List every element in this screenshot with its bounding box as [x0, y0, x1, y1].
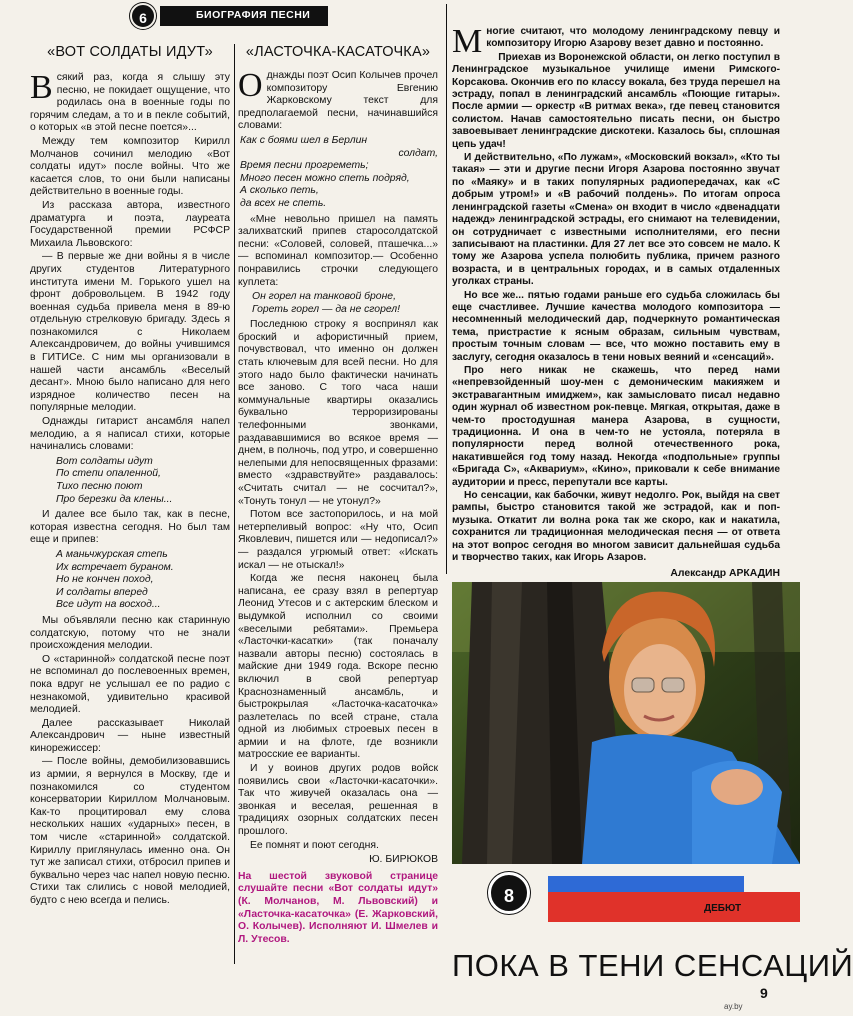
paragraph: Потом все застопорилось, и на мой нетерпеливый вопрос: «Ну что, Осип Яковлевич, пишется или — недописал?» — раздался угрюмый ответ: «Искать искал — не отыскал!» [238, 509, 438, 571]
verse: Он горел на танковой броне, Гореть горел — да не сгорел! [252, 291, 401, 315]
paragraph: Между тем композитор Кирилл Молчанов сочинил мелодию «Вот солдаты идут» после войны. Что же касается слов, то они были написаны действительно в военные годы. [30, 135, 230, 198]
paragraph: Из рассказа автора, известного драматурга и поэта, лауреата Государственной премии РСФСР Михаила Львовского: [30, 199, 230, 249]
paragraph: — После войны, демобилизовавшись из армии, я вернулся в Москву, где и познакомился со студентом консерватории Кириллом Молчановым. Как-то процитировал ему слова нескольких наших «ударных» песен, в том числе «старинной» солдатской. Кириллу приглянулась именно она. Он тут же записал стихи, отбросил припев и буквально через час напел новую песню. Стихи так слились с новой мелодией, будто с нею всегда и пелись. [30, 756, 230, 906]
column-divider [234, 44, 235, 964]
debut-headline: ПОКА В ТЕНИ СЕНСАЦИЙ [452, 948, 853, 983]
paragraph: Однажды гитарист ансамбля напел мелодию, а я написал стихи, которые начинались словами: [30, 416, 230, 453]
column-divider [446, 4, 447, 574]
paragraph: И у воинов других родов войск появились свои «Ласточки-касаточки». Так что живучей оказалась она — звонкая и веселая, решенная в традициях озорных солдатских песен прошлого. [238, 763, 438, 838]
paragraph: Приехав из Воронежской области, он легко поступил в Ленинградское музыкальное училище имени Римского-Корсакова. Окончив его по классу вокала, без труда перешел на эстраду, попал в ленинградский ансамбль «Поющие гитары». После армии — оркестр «В ритмах века», где певец становится солистом. Начав самостоятельно писать песни, он быстро завоевывает ленинградские дискотеки. Казалось бы, сплошная цепь удач! [452, 51, 780, 150]
watermark: ay.by [724, 1002, 743, 1011]
page-number: 9 [760, 985, 768, 1001]
paragraph: О «старинной» солдатской песне поэт не вспоминал до послевоенных времен, пока вдруг не услышал ее по радио с незнакомой, удивительно красивой мелодией. [30, 653, 230, 716]
dropcap: М [452, 23, 483, 60]
paragraph: И далее все было так, как в песне, которая известна сегодня. Но был там еще и припев: [30, 509, 230, 546]
paragraph: Многие считают, что молодому ленинградскому певцу и композитору Игорю Азарову везет давно и постоянно. [452, 23, 780, 60]
paragraph: «Мне невольно пришел на память залихватский припев старосолдатской песни: «Соловей, соловей, пташечка...» — вспоминал композитор.— Особенно понравились строчки следующего куплета: [238, 213, 438, 288]
audio-page-badge: 8 [488, 872, 530, 914]
dropcap: О [238, 67, 263, 104]
paragraph: Но сенсации, как бабочки, живут недолго. Рок, выйдя на свет рампы, быстро становится такой же эстрадой, как и поп-музыка. Откатит ли волна рока так же скоро, как и накатила, сохранится ли традиционная мелодическая песня — от ответа на этот вопрос сегодня во многом зависит дальнейшая судьба и творчество таких, как Игорь Азаров. [452, 490, 780, 564]
paragraph: Всякий раз, когда я слышу эту песню, не покидает ощущение, что родилась она в военные годы по горячим следам, а то и в пекле событий, о которых «в этой песне поется»... [30, 69, 230, 134]
paragraph: И действительно, «По лужам», «Московский вокзал», «Кто ты такая» — эти и другие песни Игоря Азарова постоянно звучат по «Маяку» и в таких популярных радиопередачах, как «С добрым утром!» и «В рабочий полдень». По итогам опроса ленинградской газеты «Смена» он входит в число «двенадцати надежд» ленинградской эстрады, его снимают на телевидении, он сотрудничает с известными исполнителями, его песни записывают на пластинки. Для 27 лет все это совсем не мало. К тому же Азарова успела полюбить публика, причем разного возраста, и в центральных городах, и в самых отдаленных уголках страны. [452, 152, 780, 288]
author-byline: Ю. БИРЮКОВ [369, 854, 438, 866]
singer-photo [452, 582, 800, 864]
article-title-1: «ВОТ СОЛДАТЫ ИДУТ» [47, 44, 213, 60]
page-badge: 6 [130, 3, 156, 29]
article-body-2 [238, 67, 438, 946]
article-body-3 [452, 23, 780, 581]
verse: Как с боями шел в Берлин солдат, Время песни прогреметь; Много песен можно спеть подряд, А сколько петь, да всех не спеть. [240, 134, 438, 209]
verse: Вот солдаты идут По степи опаленной, Тихо песню поют Про березки да клены... [56, 455, 173, 505]
paragraph: Последнюю строку я воспринял как броский и афористичный прием, почувствовал, что именно он должен стать ключевым для всей песни. Но для этого надо было фактически начинать все заново. С того часа наши коммунальные квартиры оказались буквально терроризированы телефонными звонками, раздававшимися во всякое время — днем, в полночь, под утро, и совершенно нелепыми для непосвященных фразами: вместо «здравствуйте» раздавалось: «Считать считал — не сосчитал?», «Тонуть тонул — не утонул?» [238, 319, 438, 507]
paragraph: Далее рассказывает Николай Александрович — ныне известный кинорежиссер: [30, 717, 230, 754]
paragraph: — В первые же дни войны я в числе других студентов Литературного института имени М. Горького ушел на фронт добровольцем. В 1942 году военная судьба привела меня в 89-ю отдельную стрелковую бригаду. Здесь я познакомился с Николаем Александровичем, до войны учившимся в ГИТИСе. С ним мы организовали в нашей части ансамбль «Веселый десант». Мною было написано для него изрядное количество песен на популярные мелодии. [30, 251, 230, 414]
article-title-2: «ЛАСТОЧКА-КАСАТОЧКА» [245, 44, 431, 60]
paragraph: Мы объявляли песню как старинную солдатскую, потому что не знали происхождения мелодии. [30, 614, 230, 652]
paragraph: Про него никак не скажешь, что перед нами «непревзойденный шоу-мен с демоническим макияжем и экстравагантным имиджем», как замысловато писал недавно один журнал об известном рок-певце. Мягкая, открытая, даже в чем-то простодушная манера Азарова, в сущности, традиционна. И она в чем-то не устояла, потеряла в популярности перед волной отечественного рока, накатившейся год тому назад. Некогда «подпольные» группы «Бригада С», «Аквариум», «Кино», приковали к себе внимание аудитории и пресс, перепутали все карты. [452, 364, 780, 488]
audio-promo: На шестой звуковой странице слушайте песни «Вот солдаты идут» (К. Молчанов, М. Львовский) и «Ласточка-касаточка» (Е. Жарковский, О. Колычев). Исполняют И. Шмелев и Л. Утесов. [238, 870, 438, 945]
section-title: БИОГРАФИЯ ПЕСНИ [196, 9, 311, 21]
paragraph: Но все же... пятью годами раньше его судьба сложилась бы еще счастливее. Лучшие качества молодого композитора — несомненный мелодический дар, подчеркнуто романтическая тема, пристрастие к ясным образам, сильным чувствам, простым точным словам — все, что можно поставить ему в заслугу, сегодня оказалось в тени новых веяний и «сенсаций». [452, 289, 780, 363]
paragraph: Однажды поэт Осип Колычев прочел композитору Евгению Жарковскому текст для предполагаемой песни, начинавшийся словами: [238, 67, 438, 132]
paragraph: Когда же песня наконец была написана, ее сразу взял в репертуар Леонид Утесов и с актерским блеском и выдумкой исполнил со своими «веселыми ребятами». Премьера «Ласточки-касатки» (так поначалу назвали авторы песню) состоялась в майские дни 1949 года. Вскоре песню включил в свой репертуар Краснознаменный ансамбль, и быстрокрылая «Ласточка-касаточка» разлетелась по всей стране, стала одной из любимых строевых песен в армии и на флоте, где возникли матросские ее варианты. [238, 573, 438, 761]
author-byline: Александр АРКАДИН [670, 568, 780, 580]
debut-bar-blue [548, 876, 744, 892]
dropcap: В [30, 69, 53, 106]
paragraph: Ее помнят и поют сегодня. [250, 839, 379, 851]
article-body-1 [30, 69, 230, 908]
debut-label: ДЕБЮТ [704, 903, 742, 914]
column-3 [452, 23, 780, 652]
debut-bar-red [548, 892, 800, 922]
column-1 [30, 44, 230, 909]
column-2 [238, 44, 438, 946]
verse: А маньчжурская степь Их встречает бураном. Но не кончен поход, И солдаты вперед Все идут на восход... [56, 548, 174, 611]
